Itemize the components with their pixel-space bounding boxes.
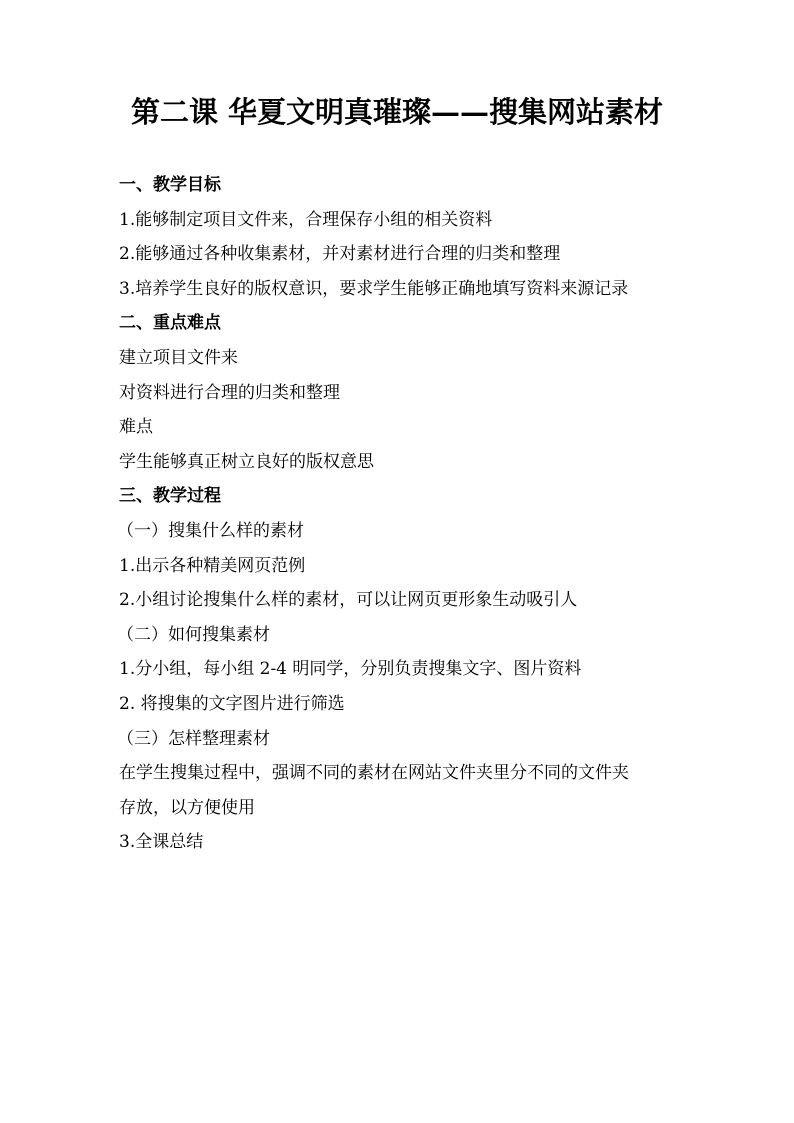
paragraph-line: 1.分小组，每小组 2-4 明同学，分别负责搜集文字、图片资料	[119, 659, 582, 680]
paragraph-line: 1.能够制定项目文件来，合理保存小组的相关资料	[119, 209, 493, 230]
subsection-heading: （一）搜集什么样的素材	[117, 520, 304, 541]
paragraph-line: 存放，以方便使用	[119, 797, 255, 818]
subsection-heading: （三）怎样整理素材	[117, 728, 270, 749]
paragraph-line: 3.全课总结	[119, 832, 204, 853]
paragraph-line: 1.出示各种精美网页范例	[119, 555, 306, 576]
section-heading-objectives: 一、教学目标	[119, 175, 221, 195]
paragraph-line: 学生能够真正树立良好的版权意思	[119, 451, 374, 472]
document-body	[119, 168, 679, 860]
paragraph-line: 在学生搜集过程中，强调不同的素材在网站文件夹里分不同的文件夹	[119, 763, 629, 784]
paragraph-line: 2. 将搜集的文字图片进行筛选	[119, 693, 345, 714]
section-heading-key-points: 二、重点难点	[119, 313, 221, 334]
subsection-heading: （二）如何搜集素材	[117, 624, 270, 645]
paragraph-line: 难点	[119, 417, 153, 438]
paragraph-line: 3.培养学生良好的版权意识，要求学生能够正确地填写资料来源记录	[119, 278, 629, 299]
section-heading-process: 三、教学过程	[119, 486, 221, 507]
paragraph-line: 对资料进行合理的归类和整理	[119, 382, 340, 403]
paragraph-line: 2.能够通过各种收集素材，并对素材进行合理的归类和整理	[119, 244, 561, 265]
paragraph-line: 建立项目文件来	[119, 347, 238, 368]
paragraph-line: 2.小组讨论搜集什么样的素材，可以让网页更形象生动吸引人	[119, 590, 578, 611]
document-title: 第二课 华夏文明真璀璨——搜集网站素材	[130, 95, 664, 129]
